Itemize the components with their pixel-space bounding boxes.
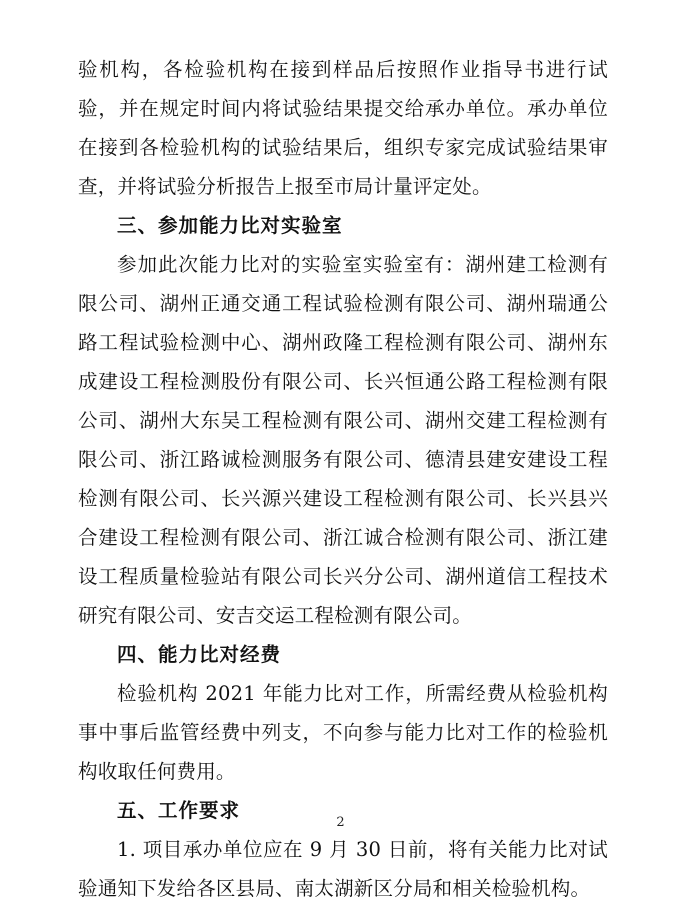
section-heading-four: 四、能力比对经费 <box>117 643 282 666</box>
section-heading-three: 三、参加能力比对实验室 <box>117 214 343 237</box>
page-number: 2 <box>336 815 345 830</box>
document-body <box>78 50 608 908</box>
paragraph-participating-labs: 参加此次能力比对的实验室实验室有：湖州建工检测有限公司、湖州正通交通工程试验检测有限公司、湖州瑞通公路工程试验检测中心、湖州政隆工程检测有限公司、湖州东成建设工程检测股份有限公司、长兴恒通公路工程检测有限公司、湖州大东吴工程检测有限公司、湖州交建工程检测有限公司、浙江路诚检测服务有限公司、德清县建安建设工程检测有限公司、长兴源兴建设工程检测有限公司、长兴县兴合建设工程检测有限公司、浙江诚合检测有限公司、浙江建设工程质量检验站有限公司长兴分公司、湖州道信工程技术研究有限公司、安吉交运工程检测有限公司。 <box>78 253 608 627</box>
paragraph-requirement-one: 1. 项目承办单位应在 9 月 30 日前，将有关能力比对试验通知下发给各区县局、南太湖新区分局和相关检验机构。 <box>78 838 608 900</box>
paragraph-continued: 验机构，各检验机构在接到样品后按照作业指导书进行试验，并在规定时间内将试验结果提交给承办单位。承办单位在接到各检验机构的试验结果后，组织专家完成试验结果审查，并将试验分析报告上报至市局计量评定处。 <box>78 58 608 198</box>
section-heading-five: 五、工作要求 <box>117 799 241 822</box>
paragraph-funding: 检验机构 2021 年能力比对工作，所需经费从检验机构事中事后监管经费中列支，不向参与能力比对工作的检验机构收取任何费用。 <box>78 682 608 783</box>
